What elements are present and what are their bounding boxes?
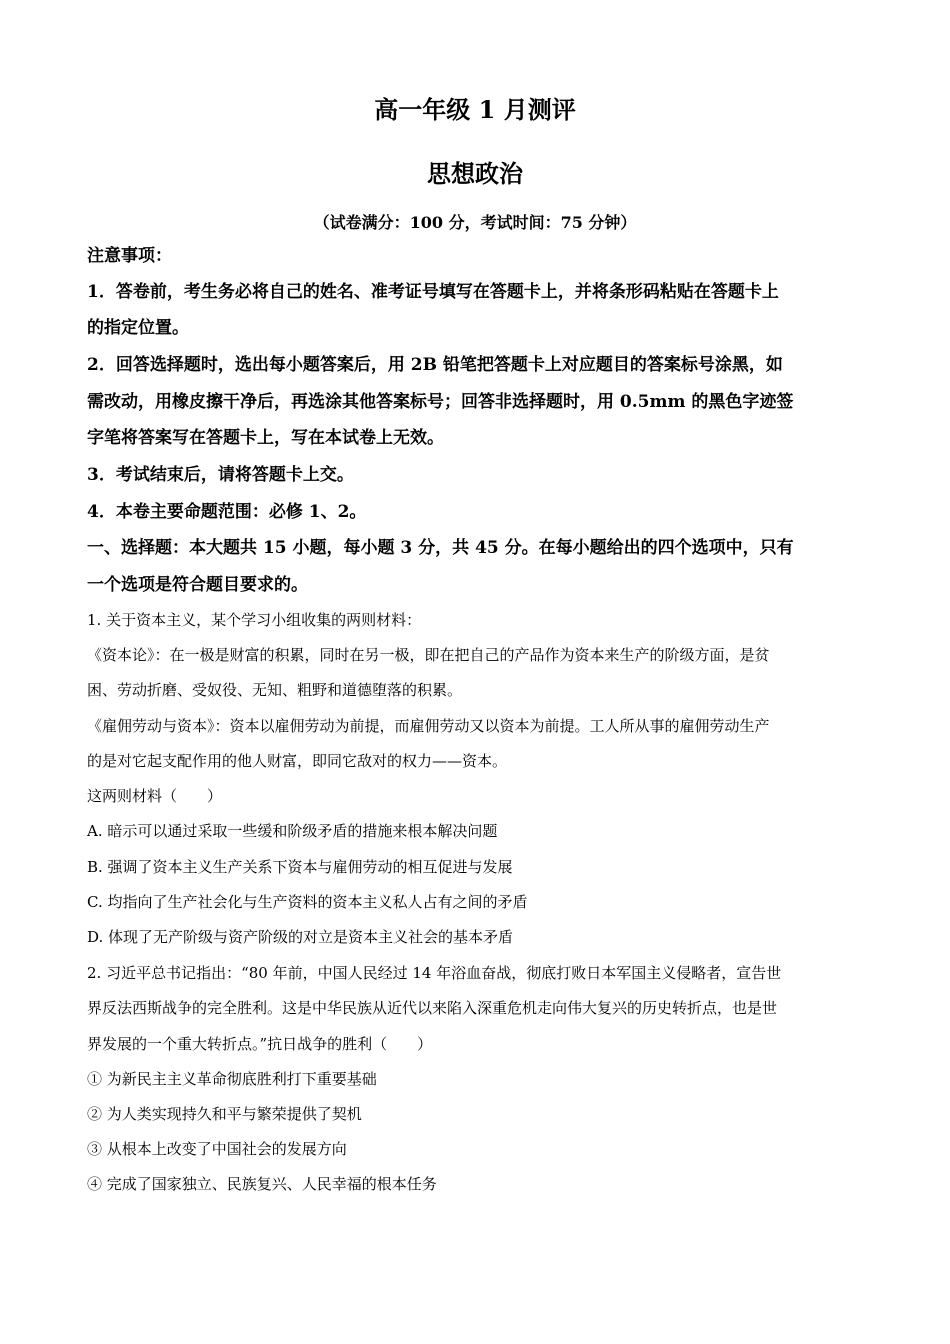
q2-item-4: ④ 完成了国家独立、民族复兴、人民幸福的根本任务 xyxy=(87,1175,437,1193)
notice-item-4: 4．本卷主要命题范围：必修 1、2。 xyxy=(87,502,367,522)
section-heading-line-2: 一个选项是符合题目要求的。 xyxy=(87,575,308,595)
q1-material-2-line-2: 的是对它起支配作用的他人财富，即同它敌对的权力——资本。 xyxy=(87,752,508,770)
q2-stem-line-2: 界反法西斯战争的完全胜利。这是中华民族从近代以来陷入深重危机走向伟大复兴的历史转折点，也是世 xyxy=(87,999,778,1017)
section-heading-line-1: 一、选择题：本大题共 15 小题，每小题 3 分，共 45 分。在每小题给出的四个选项中，只有 xyxy=(87,538,794,558)
q1-option-d: D. 体现了无产阶级与资产阶级的对立是资本主义社会的基本矛盾 xyxy=(87,928,514,946)
q2-stem-line-1: 2. 习近平总书记指出：“80 年前，中国人民经过 14 年浴血奋战，彻底打败日本军国主义侵略者，宣告世 xyxy=(87,964,782,982)
notice-item-1-line-2: 的指定位置。 xyxy=(87,318,189,338)
notice-item-2-line-2: 需改动，用橡皮擦干净后，再选涂其他答案标号；回答非选择题时，用 0.5mm 的黑色字迹签 xyxy=(87,392,794,412)
q2-stem-line-3: 界发展的一个重大转折点。”抗日战争的胜利（ ） xyxy=(87,1035,433,1053)
exam-info: （试卷满分：100 分，考试时间：75 分钟） xyxy=(313,213,637,232)
subject-title: 思想政治 xyxy=(427,159,523,188)
notice-item-2-line-1: 2．回答选择题时，选出每小题答案后，用 2B 铅笔把答题卡上对应题目的答案标号涂黑，如 xyxy=(87,355,783,375)
q2-item-3: ③ 从根本上改变了中国社会的发展方向 xyxy=(87,1140,347,1158)
notice-item-1-line-1: 1．答卷前，考生务必将自己的姓名、准考证号填写在答题卡上，并将条形码粘贴在答题卡上 xyxy=(87,282,779,302)
q1-stem: 1. 关于资本主义，某个学习小组收集的两则材料： xyxy=(87,611,422,629)
q2-item-2: ② 为人类实现持久和平与繁荣提供了契机 xyxy=(87,1105,362,1123)
q1-option-a: A. 暗示可以通过采取一些缓和阶级矛盾的措施来根本解决问题 xyxy=(87,822,498,840)
q2-item-1: ① 为新民主主义革命彻底胜利打下重要基础 xyxy=(87,1070,377,1088)
notice-item-3: 3．考试结束后，请将答题卡上交。 xyxy=(87,465,354,485)
notice-heading: 注意事项： xyxy=(87,246,172,266)
page-title: 高一年级 1 月测评 xyxy=(374,95,576,124)
notice-item-2-line-3: 字笔将答案写在答题卡上，写在本试卷上无效。 xyxy=(87,428,444,448)
q1-material-1-line-1: 《资本论》：在一极是财富的积累，同时在另一极，即在把自己的产品作为资本来生产的阶级方面，是贫 xyxy=(87,646,770,664)
q1-material-1-line-2: 困、劳动折磨、受奴役、无知、粗野和道德堕落的积累。 xyxy=(87,681,463,699)
q1-question: 这两则材料（ ） xyxy=(87,787,223,805)
q1-material-2-line-1: 《雇佣劳动与资本》：资本以雇佣劳动为前提，而雇佣劳动又以资本为前提。工人所从事的雇佣劳动生产 xyxy=(87,717,770,735)
q1-option-c: C. 均指向了生产社会化与生产资料的资本主义私人占有之间的矛盾 xyxy=(87,893,528,911)
q1-option-b: B. 强调了资本主义生产关系下资本与雇佣劳动的相互促进与发展 xyxy=(87,858,513,876)
